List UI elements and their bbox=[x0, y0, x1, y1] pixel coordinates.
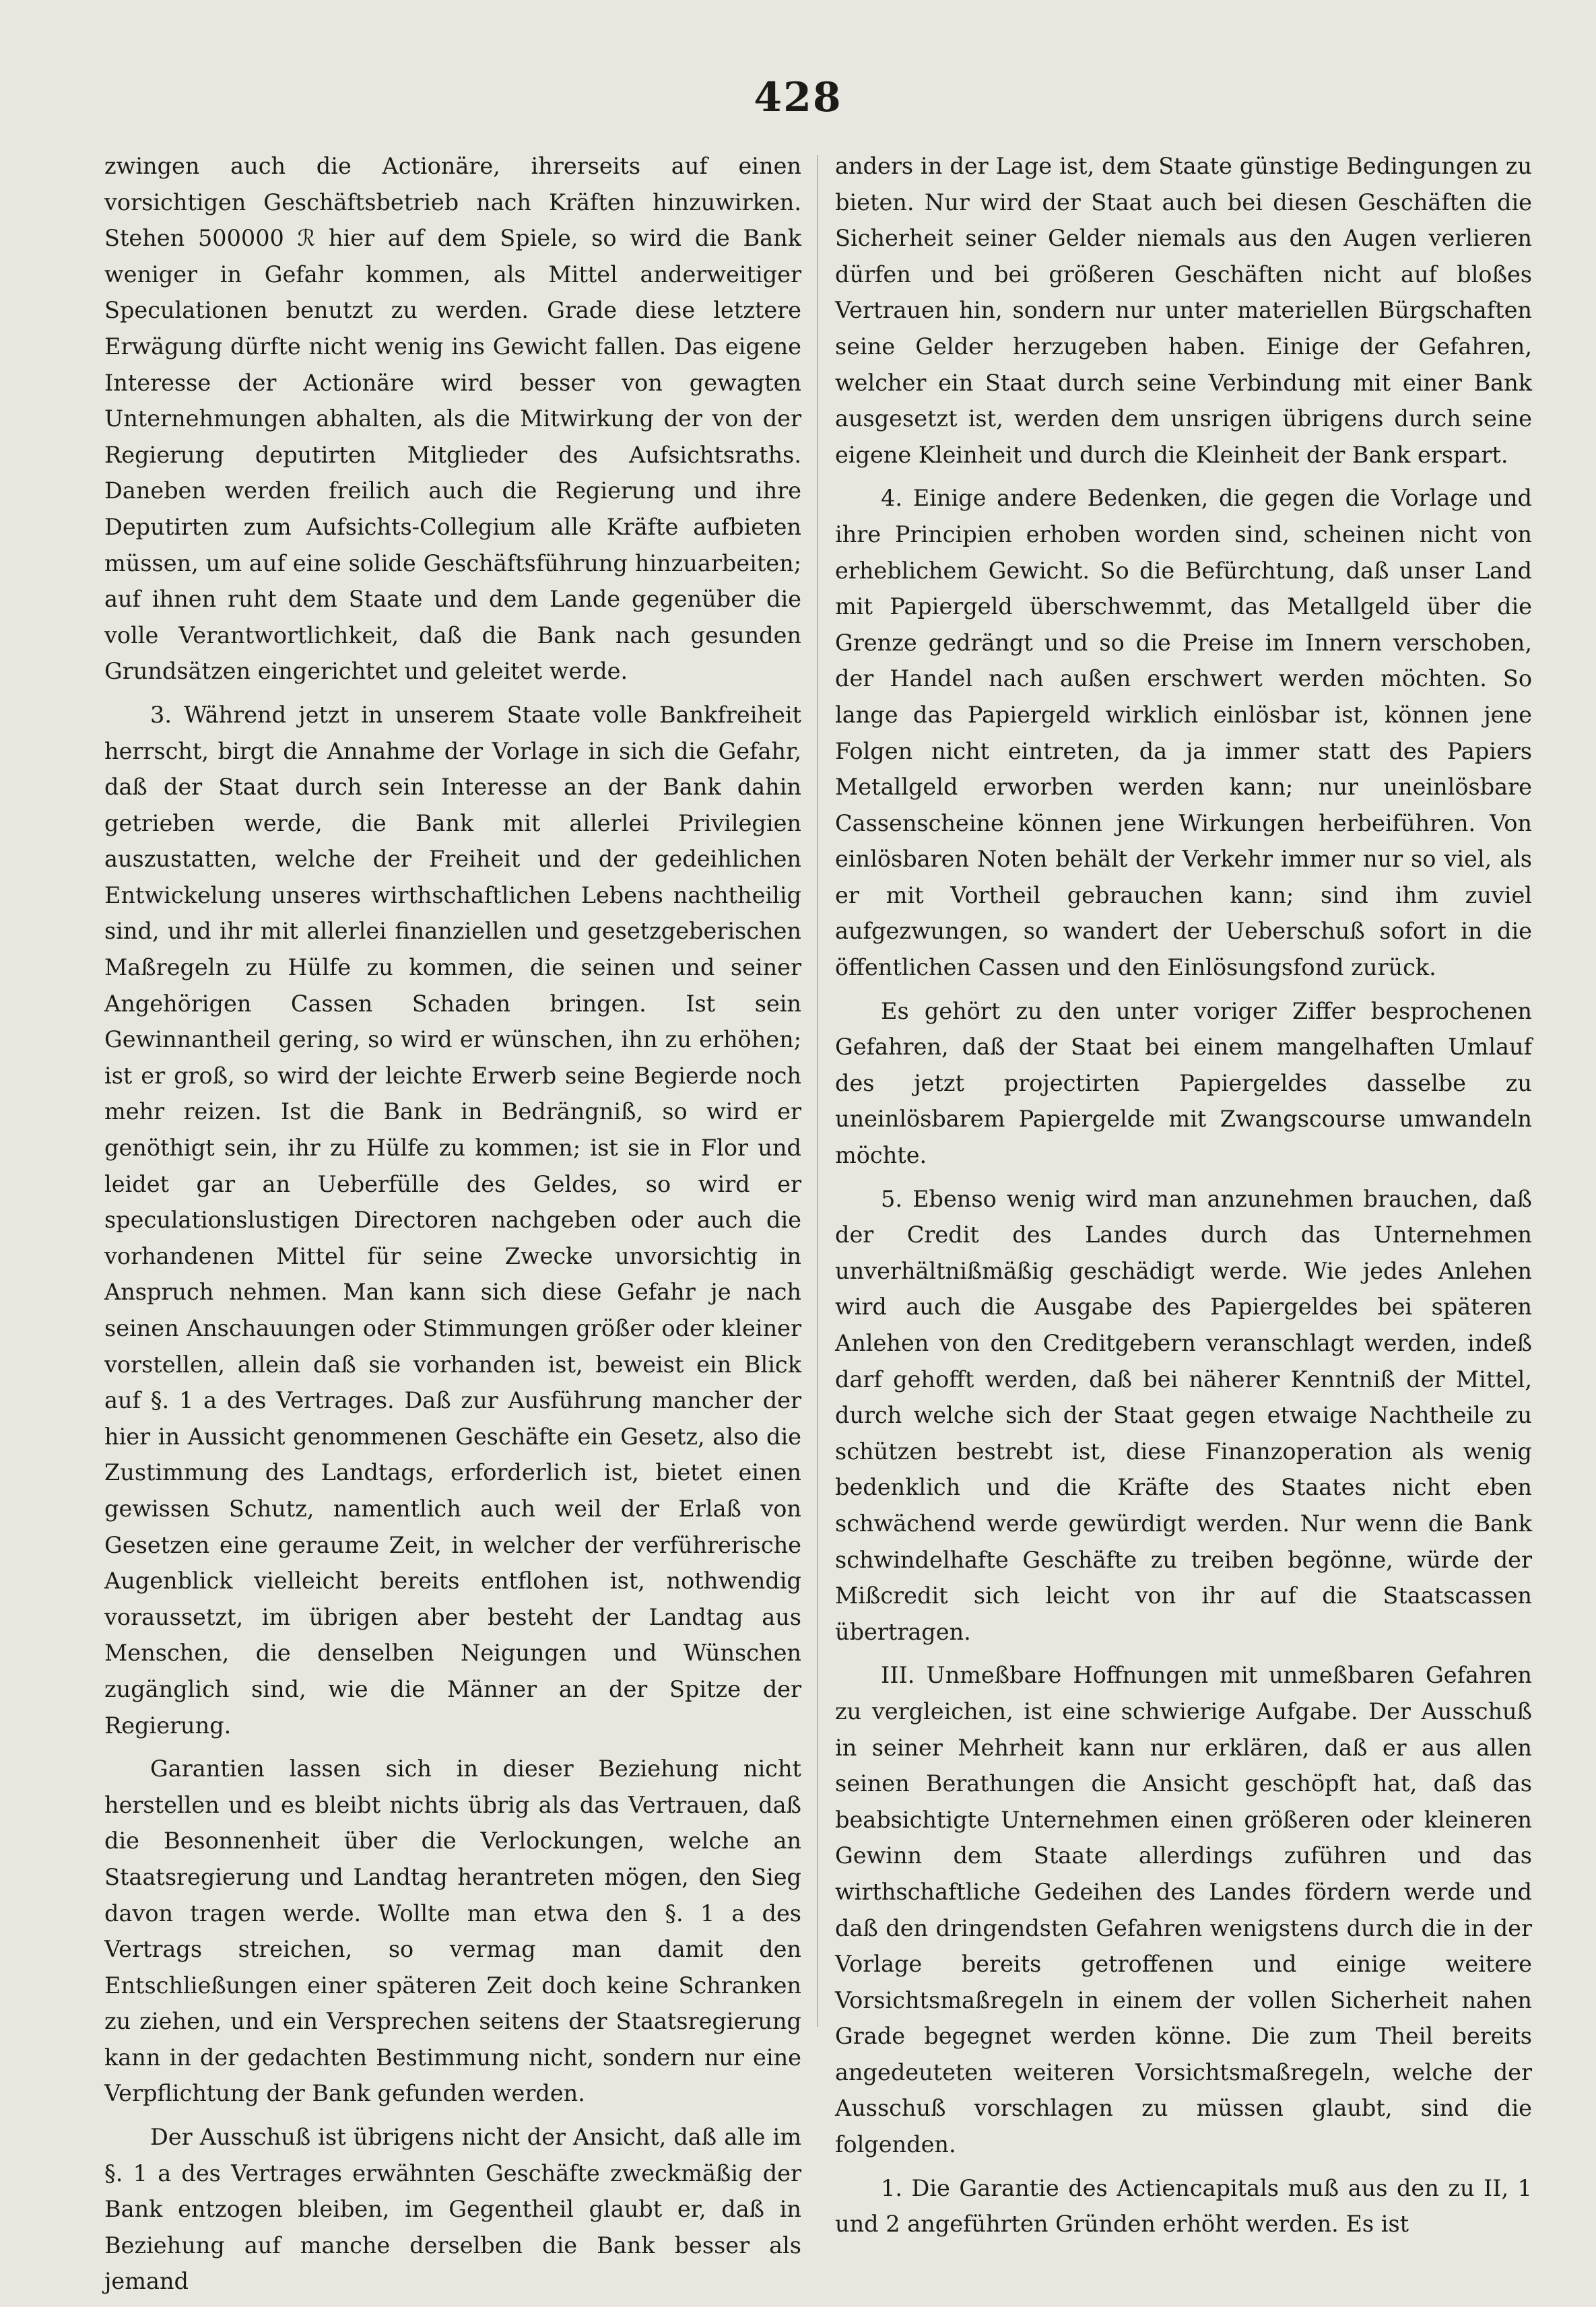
paragraph: 4. Einige andere Bedenken, die gegen die Vorlage und ihre Principien erhoben worden sind, scheinen nicht von erheblichem Gewicht. So die Befürchtung, daß unser Land mit Papiergeld überschwemmt, das Metallgeld über die Grenze gedrängt und so die Preise im Innern verschoben, der Handel nach außen erschwert werden möchten. So lange das Papiergeld wirklich einlösbar ist, können jene Folgen nicht eintreten, da ja immer statt des Papiers Metallgeld erworben werden kann; nur uneinlösbare Cassenscheine können jene Wirkungen herbeiführen. Von einlösbaren Noten behält der Verkehr immer nur so viel, als er mit Vortheil gebrauchen kann; sind ihm zuviel aufgezwungen, so wandert der Ueberschuß sofort in die öffentlichen Cassen und den Einlösungsfond zurück. bbox=[835, 485, 1532, 981]
page-number: 428 bbox=[754, 74, 842, 121]
paragraph: III. Unmeßbare Hoffnungen mit unmeßbaren Gefahren zu vergleichen, ist eine schwierige Aufgabe. Der Ausschuß in seiner Mehrheit kann nur erklären, daß er aus allen seinen Berathungen die Ansicht geschöpft hat, daß das beabsichtigte Unternehmen einen größeren oder kleineren Gewinn dem Staate allerdings zuführen und das wirthschaftliche Gedeihen des Landes fördern werde und daß den dringendsten Gefahren wenigstens durch die in der Vorlage bereits getroffenen und einige weitere Vorsichtsmaßregeln in einem der vollen Sicherheit nahen Grade begegnet werden könne. Die zum Theil bereits angedeuteten weiteren Vorsichtsmaßregeln, welche der Ausschuß vorschlagen zu müssen glaubt, sind die folgenden. bbox=[835, 1662, 1532, 2158]
right-column bbox=[835, 148, 1532, 2250]
paragraph: zwingen auch die Actionäre, ihrerseits auf einen vorsichtigen Geschäftsbetrieb nach Kräften hinzuwirken. Stehen 500000 ℛ hier auf dem Spiele, so wird die Bank weniger in Gefahr kommen, als Mittel anderweitiger Speculationen benutzt zu werden. Grade diese letztere Erwägung dürfte nicht wenig ins Gewicht fallen. Das eigene Interesse der Actionäre wird besser von gewagten Unternehmungen abhalten, als die Mitwirkung der von der Regierung deputirten Mitglieder des Aufsichtsraths. Daneben werden freilich auch die Regierung und ihre Deputirten zum Aufsichts-Collegium alle Kräfte aufbieten müssen, um auf eine solide Geschäftsführung hinzuarbeiten; auf ihnen ruht dem Staate und dem Lande gegenüber die volle Verantwortlichkeit, daß die Bank nach gesunden Grundsätzen eingerichtet und geleitet werde. bbox=[104, 153, 801, 685]
paragraph: Der Ausschuß ist übrigens nicht der Ansicht, daß alle im §. 1 a des Vertrages erwähnten Geschäfte zweckmäßig der Bank entzogen bleiben, im Gegentheil glaubt er, daß in Beziehung auf manche derselben die Bank besser als jemand bbox=[104, 2124, 801, 2295]
paragraph: Es gehört zu den unter voriger Ziffer besprochenen Gefahren, daß der Staat bei einem mangelhaften Umlauf des jetzt projectirten Papiergeldes dasselbe zu uneinlösbarem Papiergelde mit Zwangscourse umwandeln möchte. bbox=[835, 997, 1532, 1169]
paragraph: 3. Während jetzt in unserem Staate volle Bankfreiheit herrscht, birgt die Annahme der Vorlage in sich die Gefahr, daß der Staat durch sein Interesse an der Bank dahin getrieben werde, die Bank mit allerlei Privilegien auszustatten, welche der Freiheit und der gedeihlichen Entwickelung unseres wirthschaftlichen Lebens nachtheilig sind, und ihr mit allerlei finanziellen und gesetzgeberischen Maßregeln zu Hülfe zu kommen, die seinen und seiner Angehörigen Cassen Schaden bringen. Ist sein Gewinnantheil gering, so wird er wünschen, ihn zu erhöhen; ist er groß, so wird der leichte Erwerb seine Begierde noch mehr reizen. Ist die Bank in Bedrängniß, so wird er genöthigt sein, ihr zu Hülfe zu kommen; ist sie in Flor und leidet gar an Ueberfülle des Geldes, so wird er speculationslustigen Directoren nachgeben oder auch die vorhandenen Mittel für seine Zwecke unvorsichtig in Anspruch nehmen. Man kann sich diese Gefahr je nach seinen Anschauungen oder Stimmungen größer oder kleiner vorstellen, allein daß sie vorhanden ist, beweist ein Blick auf §. 1 a des Vertrages. Daß zur Ausführung mancher der hier in Aussicht genommenen Geschäfte ein Gesetz, also die Zustimmung des Landtags, erforderlich ist, bietet einen gewissen Schutz, namentlich auch weil der Erlaß von Gesetzen eine geraume Zeit, in welcher der verführerische Augenblick vielleicht bereits entflohen ist, nothwendig voraussetzt, im übrigen aber besteht der Landtag aus Menschen, die denselben Neigungen und Wünschen zugänglich sind, wie die Männer an der Spitze der Regierung. bbox=[104, 701, 801, 1739]
paragraph: anders in der Lage ist, dem Staate günstige Bedingungen zu bieten. Nur wird der Staat auch bei diesen Geschäften die Sicherheit seiner Gelder niemals aus den Augen verlieren dürfen und bei größeren Geschäften nicht auf bloßes Vertrauen hin, sondern nur unter materiellen Bürgschaften seine Gelder herzugeben haben. Einige der Gefahren, welcher ein Staat durch seine Verbindung mit einer Bank ausgesetzt ist, werden dem unsrigen übrigens durch seine eigene Kleinheit und durch die Kleinheit der Bank erspart. bbox=[835, 153, 1532, 468]
paragraph: Garantien lassen sich in dieser Beziehung nicht herstellen und es bleibt nichts übrig als das Vertrauen, daß die Besonnenheit über die Verlockungen, welche an Staatsregierung und Landtag herantreten mögen, den Sieg davon tragen werde. Wollte man etwa den §. 1 a des Vertrags streichen, so vermag man damit den Entschließungen einer späteren Zeit doch keine Schranken zu ziehen, und ein Versprechen seitens der Staatsregierung kann in der gedachten Bestimmung nicht, sondern nur eine Verpflichtung der Bank gefunden werden. bbox=[104, 1756, 801, 2107]
column-divider bbox=[817, 155, 818, 2027]
paragraph: 5. Ebenso wenig wird man anzunehmen brauchen, daß der Credit des Landes durch das Unternehmen unverhältnißmäßig geschädigt werde. Wie jedes Anlehen wird auch die Ausgabe des Papiergeldes bei späteren Anlehen von den Creditgebern veranschlagt werden, indeß darf gehofft werden, daß bei näherer Kenntniß der Mittel, durch welche sich der Staat gegen etwaige Nachtheile zu schützen bestrebt ist, diese Finanzoperation als wenig bedenklich und die Kräfte des Staates nicht eben schwächend werde gewürdigt werden. Nur wenn die Bank schwindelhafte Geschäfte zu treiben begönne, würde der Mißcredit sich leicht von ihr auf die Staatscassen übertragen. bbox=[835, 1185, 1532, 1645]
left-column bbox=[104, 148, 801, 2307]
paragraph: 1. Die Garantie des Actiencapitals muß aus den zu II, 1 und 2 angeführten Gründen erhöht werden. Es ist bbox=[835, 2174, 1532, 2238]
